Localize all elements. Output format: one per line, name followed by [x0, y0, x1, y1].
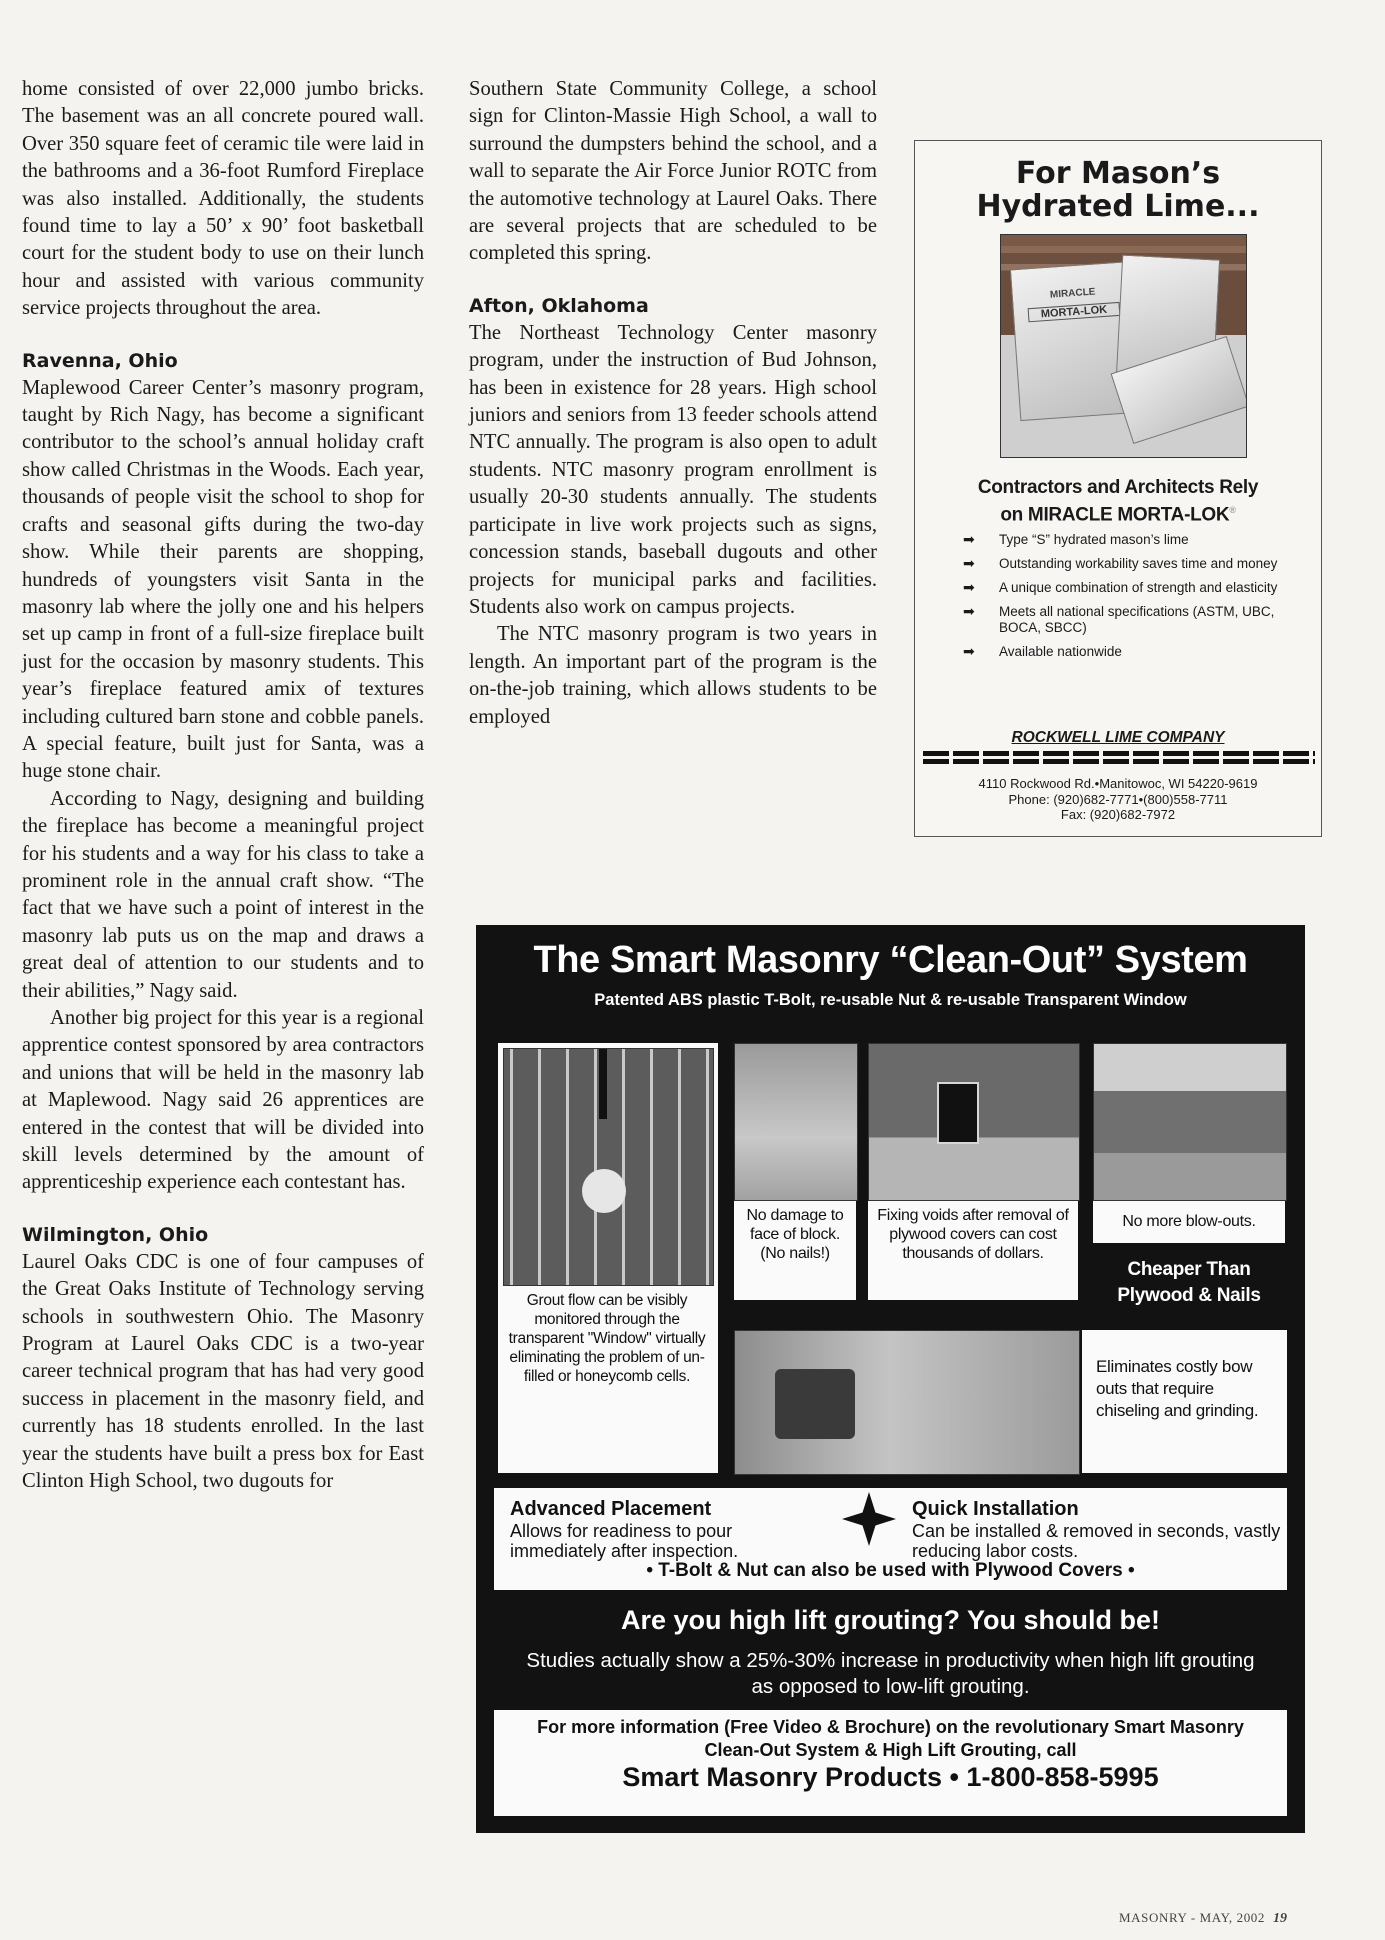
article-column-1	[22, 76, 424, 1496]
advanced-placement-heading: Advanced Placement	[510, 1498, 712, 1520]
lime-contact-info	[915, 776, 1321, 823]
caption-grout: Grout flow can be visibly monitored through the transparent "Window" virtually eliminating the problem of un-filled or honeycomb cells.	[508, 1292, 706, 1385]
col1-paragraph-5: Laurel Oaks CDC is one of four campuses of the Great Oaks Institute of Technology serving schools in southwestern Ohio. The Masonry Program at Laurel Oaks CDC is a two-year career technical program that has had very good success in placement in the masonry field, and currently has 18 students enrolled. In the last year the students have built a press box for East Clinton High School, two dugouts for	[22, 1250, 424, 1493]
lime-advertisement	[914, 140, 1322, 837]
lime-ad-tagline	[915, 477, 1321, 526]
lime-bullet: ➡ A unique combination of strength and elasticity	[963, 580, 1303, 596]
col2-paragraph-2: The Northeast Technology Center masonry program, under the instruction of Bud Johnson, has been in existence for 28 years. High school juniors and seniors from 13 feeder schools attend NTC annually. The program is also open to adult students. NTC masonry program enrollment is usually 20-30 students annually. The students participate in live work projects such as signs, concession stands, baseball dugouts and other projects for municipal parks and facilities. Students also work on campus projects.	[469, 321, 877, 618]
lime-rely-line-1: Contractors and Architects Rely	[977, 477, 1259, 498]
lime-ad-headline	[915, 157, 1321, 223]
col1-paragraph-1: home consisted of over 22,000 jumbo bricks. The basement was an all concrete poured wall. Over 350 square feet of ceramic tile were laid in the bathrooms and a 36-foot Rumford Fireplace was also installed. Additionally, the students found time to lay a 50’ x 90’ foot basketball court for the student body to use on their lunch hour and assisted with various community service projects throughout the area.	[22, 78, 424, 320]
window-plate	[775, 1369, 855, 1439]
bag-label-miracle: MIRACLE	[1049, 286, 1096, 301]
rockwell-company-name: ROCKWELL LIME COMPANY	[1011, 729, 1225, 746]
wall-window-photo	[734, 1330, 1080, 1475]
blowout-photo	[1093, 1043, 1287, 1201]
col2-paragraph-3: The NTC masonry program is two years in length. An important part of the program is the on-the-job training, which allows students to be employed	[469, 623, 877, 728]
features-box	[494, 1488, 1287, 1590]
quick-installation-heading: Quick Installation	[912, 1498, 1079, 1520]
studies-text: Studies actually show a 25%-30% increase in productivity when high lift grouting as opposed to low-lift grouting.	[526, 1649, 1255, 1698]
page-footer	[1119, 1910, 1287, 1927]
lime-rely-line-2: on MIRACLE MORTA-LOK	[1000, 504, 1230, 526]
tbolt-window-photo	[503, 1048, 714, 1286]
smart-ad-subtitle: Patented ABS plastic T-Bolt, re-usable Nut & re-usable Transparent Window	[594, 991, 1187, 1009]
more-info-text: For more information (Free Video & Brochure) on the revolutionary Smart Masonry Clean-Out System & High Lift Grouting, call	[537, 1717, 1244, 1760]
advanced-placement	[510, 1498, 830, 1561]
quick-installation	[912, 1498, 1282, 1561]
quick-installation-text: Can be installed & removed in seconds, vastly reducing labor costs.	[912, 1521, 1281, 1561]
caption-fixing-voids: Fixing voids after removal of plywood covers can cost thousands of dollars.	[877, 1207, 1069, 1262]
lime-bullet: ➡ Outstanding workability saves time and money	[963, 556, 1303, 572]
smart-ad-title: The Smart Masonry “Clean-Out” System	[533, 939, 1248, 981]
lime-bullet-list	[963, 532, 1303, 668]
cheaper-than-plywood: Cheaper Than Plywood & Nails	[1117, 1259, 1261, 1306]
tbolt-rod	[599, 1049, 607, 1119]
bag-label-morta-lok: MORTA-LOK	[1028, 302, 1121, 322]
void-opening	[937, 1082, 979, 1144]
eliminates-panel	[1082, 1330, 1287, 1473]
col1-paragraph-2: Maplewood Career Center’s masonry program, taught by Rich Nagy, has become a significant contributor to the school’s annual holiday craft show called Christmas in the Woods. Each year, thousands of people visit the school to shop for crafts and seasonal gifts during the two-day show. While their parents are shopping, hundreds of youngsters visit Santa in the masonry lab where the jolly one and his helpers set up camp in front of a full-size fireplace built just for the occasion by masonry students. This year’s fireplace featured amix of textures including cultured barn stone and cobble panels. A special feature, built just for Santa, was a huge stone chair.	[22, 376, 424, 783]
lime-bags-photo	[1000, 234, 1247, 458]
damage-panel	[734, 1043, 856, 1300]
col1-paragraph-3: According to Nagy, designing and building the fireplace has become a meaningful project for his students and a way for his class to take a prominent role in the annual craft show. “The fact that we have such a point of interest in the masonry lab puts us on the map and draws a great deal of attention to our students and to their abilities,” Nagy said.	[22, 787, 424, 1002]
magazine-issue: MASONRY - MAY, 2002	[1118, 1910, 1265, 1925]
lime-address: 4110 Rockwood Rd.•Manitowoc, WI 54220-9619	[978, 776, 1258, 791]
page-number: 19	[1273, 1911, 1287, 1926]
voids-panel	[868, 1043, 1078, 1300]
tbolt-nut	[582, 1169, 626, 1213]
lime-headline-line-1: For Mason’s	[1015, 156, 1221, 191]
heading-wilmington: Wilmington, Ohio	[22, 1223, 209, 1246]
block-face-photo	[734, 1043, 858, 1201]
caption-eliminates: Eliminates costly bow outs that require chiseling and grinding.	[1096, 1357, 1259, 1420]
registered-mark: ®	[1229, 505, 1236, 515]
col2-paragraph-1: Southern State Community College, a school sign for Clinton-Massie High School, a wall to surround the dumpsters behind the school, and a wall to separate the Air Force Junior ROTC from the automotive technology at Laurel Oaks. There are several projects that are scheduled to be completed this spring.	[469, 78, 877, 265]
lime-bullet: ➡ Type “S” hydrated mason’s lime	[963, 532, 1303, 548]
lime-phone: Phone: (920)682-7771•(800)558-7711	[1008, 791, 1228, 807]
tbolt-note: • T-Bolt & Nut can also be used with Plywood Covers •	[646, 1560, 1135, 1581]
lime-bullet: ➡ Available nationwide	[963, 644, 1303, 660]
plywood-void-photo	[868, 1043, 1080, 1201]
contact-box	[494, 1710, 1287, 1816]
heading-afton: Afton, Oklahoma	[469, 294, 649, 317]
blowouts-panel	[1093, 1043, 1285, 1243]
lime-fax: Fax: (920)682-7972	[1060, 807, 1176, 822]
col1-paragraph-4: Another big project for this year is a regional apprentice contest sponsored by area contractors and unions that will be held in the masonry lab at Maplewood. Nagy said 26 apprentices are entered in the contest that will be divided into skill levels determined by the amount of apprenticeship experience each contestant has.	[22, 1007, 424, 1194]
company-logo-stripes	[923, 751, 1315, 771]
caption-no-blowouts: No more blow-outs.	[1122, 1213, 1256, 1230]
article-column-2	[469, 76, 877, 731]
lime-headline-line-2: Hydrated Lime...	[976, 189, 1260, 224]
advanced-placement-text: Allows for readiness to pour immediately after inspection.	[510, 1521, 739, 1561]
smart-masonry-advertisement	[476, 925, 1305, 1833]
smart-masonry-phone: Smart Masonry Products • 1-800-858-5995	[622, 1762, 1159, 1792]
diamond-icon	[842, 1492, 896, 1546]
grout-panel	[498, 1043, 718, 1473]
high-lift-question: Are you high lift grouting? You should be!	[621, 1605, 1160, 1635]
caption-no-damage: No damage to face of block. (No nails!)	[746, 1207, 844, 1262]
heading-ravenna: Ravenna, Ohio	[22, 349, 178, 372]
lime-bullet: ➡ Meets all national specifications (ASTM, UBC, BOCA, SBCC)	[963, 604, 1303, 636]
